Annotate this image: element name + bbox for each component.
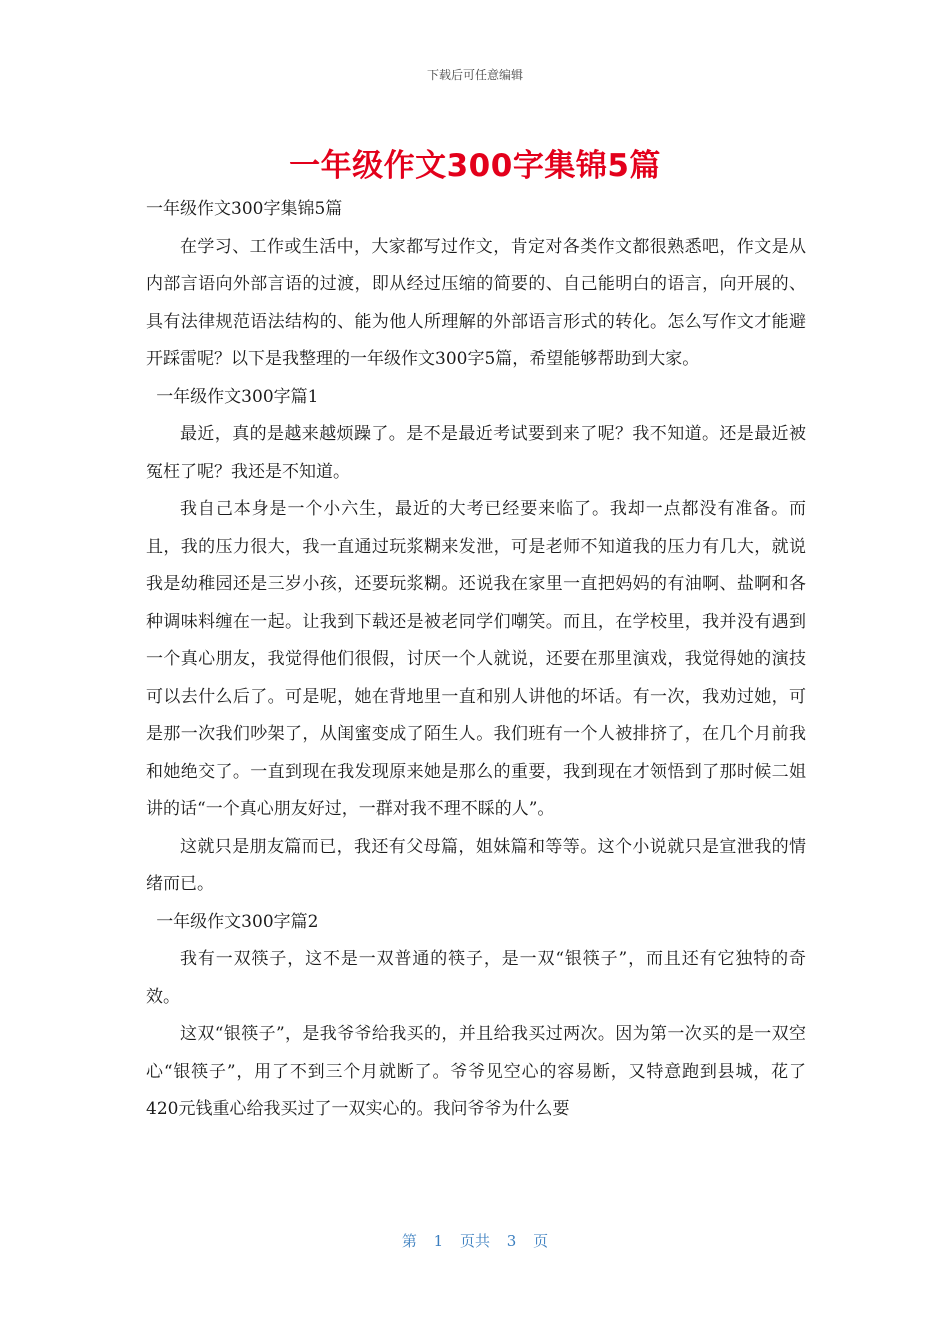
paragraph: 我有一双筷子，这不是一双普通的筷子，是一双“银筷子”，而且还有它独特的奇效。 bbox=[146, 949, 806, 1007]
section-heading: 一年级作文300字篇1 bbox=[156, 386, 319, 407]
paragraph: 我自己本身是一个小六生，最近的大考已经要来临了。我却一点都没有准备。而且，我的压力很大，我一直通过玩浆糊来发泄，可是老师不知道我的压力有几大，就说我是幼稚园还是三岁小孩，还要玩浆糊。还说我在家里一直把妈妈的有油啊、盐啊和各种调味料缠在一起。让我到下载还是被老同学们嘲笑。而且，在学校里，我并没有遇到一个真心朋友，我觉得他们很假，讨厌一个人就说，还要在那里演戏，我觉得她的演技可以去什么后了。可是呢，她在背地里一直和别人讲他的坏话。有一次，我劝过她，可是那一次我们吵架了，从闺蜜变成了陌生人。我们班有一个人被排挤了，在几个月前我和她绝交了。一直到现在我发现原来她是那么的重要，我到现在才领悟到了那时候二姐讲的话“一个真心朋友好过，一群对我不理不睬的人”。 bbox=[146, 499, 806, 819]
paragraph: 这就只是朋友篇而已，我还有父母篇，姐妹篇和等等。这个小说就只是宣泄我的情绪而已。 bbox=[146, 836, 806, 894]
header-note: 下载后可任意编辑 bbox=[426, 68, 523, 82]
document-body bbox=[146, 191, 806, 1129]
section-heading: 一年级作文300字篇2 bbox=[156, 911, 319, 932]
paragraph: 最近，真的是越来越烦躁了。是不是最近考试要到来了呢？我不知道。还是最近被冤枉了呢？我还是不知道。 bbox=[146, 424, 806, 482]
subtitle-line: 一年级作文300字集锦5篇 bbox=[146, 199, 343, 219]
paragraph: 这双“银筷子”，是我爷爷给我买的，并且给我买过两次。因为第一次买的是一双空心“银筷子”，用了不到三个月就断了。爷爷见空心的容易断，又特意跑到县城，花了420元钱重心给我买过了一双实心的。我问爷爷为什么要 bbox=[146, 1024, 806, 1119]
paragraph: 在学习、工作或生活中，大家都写过作文，肯定对各类作文都很熟悉吧，作文是从内部言语向外部言语的过渡，即从经过压缩的简要的、自己能明白的语言，向开展的、具有法律规范语法结构的、能为他人所理解的外部语言形式的转化。怎么写作文才能避开踩雷呢？以下是我整理的一年级作文300字5篇，希望能够帮助到大家。 bbox=[146, 236, 806, 369]
page-footer: 第 1 页共 3 页 bbox=[401, 1232, 549, 1250]
document-title: 一年级作文300字集锦5篇 bbox=[289, 148, 661, 184]
